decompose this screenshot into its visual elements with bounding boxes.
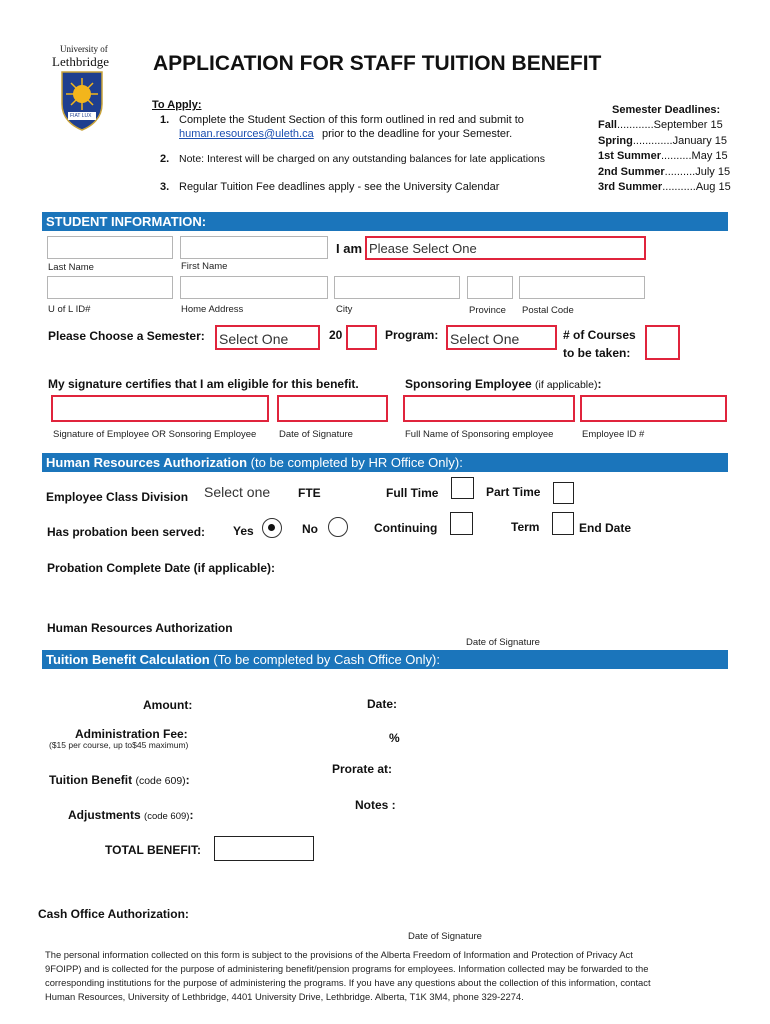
home-address-input[interactable] (180, 276, 328, 299)
tuition-benefit-line: Tuition Benefit (code 609): (49, 773, 190, 787)
courses-count-input[interactable] (645, 325, 680, 360)
part-time-checkbox[interactable] (553, 482, 574, 504)
privacy-line4: Human Resources, University of Lethbridge, 4401 University Drive, Lethbridge. Alberta, T1K 3M4, phone 329-2274. (45, 991, 524, 1002)
hr-band-subtitle: (to be completed by HR Office Only): (250, 455, 463, 470)
tuition-band-subtitle: (To be completed by Cash Office Only): (213, 652, 440, 667)
adjustments-line: Adjustments (code 609): (68, 808, 194, 822)
hr-email-link[interactable]: human.resources@uleth.ca (179, 128, 314, 140)
no-label: No (302, 522, 318, 536)
sponsoring-colon: : (597, 377, 602, 391)
deadline-row (598, 119, 732, 131)
uofl-id-input[interactable] (47, 276, 173, 299)
privacy-line2: 9FOIPP) and is collected for the purpose of administering benefit/pension programs for employees. Information collected may be forwarded to the (45, 963, 649, 974)
first-name-input[interactable] (180, 236, 328, 259)
deadline-date: September 15 (653, 119, 723, 131)
date-label: Date: (367, 697, 398, 711)
semester-select-value: Select One (219, 331, 289, 347)
logo-motto: FIAT LUX (70, 113, 92, 119)
to-apply-item3-num: 3. (160, 181, 170, 193)
deadline-row (598, 150, 732, 162)
prorate-label: Prorate at: (332, 762, 393, 776)
to-apply-item2-text: Note: Interest will be charged on any outstanding balances for late applications (179, 153, 545, 165)
hr-band (42, 453, 728, 472)
signature-date-label: Date of Signature (279, 429, 353, 440)
amount-label: Amount: (143, 698, 193, 712)
province-label: Province (469, 305, 506, 316)
last-name-label: Last Name (48, 262, 94, 273)
page-title: APPLICATION FOR STAFF TUITION BENEFIT (153, 52, 602, 75)
city-input[interactable] (334, 276, 460, 299)
deadline-semester: 2nd Summer (598, 165, 665, 178)
notes-label: Notes : (355, 798, 396, 812)
continuing-checkbox[interactable] (450, 512, 473, 535)
deadline-semester: 1st Summer (598, 150, 661, 162)
to-apply-item2-num: 2. (160, 153, 170, 165)
last-name-input[interactable] (47, 236, 173, 259)
part-time-label: Part Time (486, 485, 541, 499)
semester-select[interactable] (215, 325, 320, 350)
deadline-semester: Fall (598, 119, 617, 131)
deadline-dots: ............ (616, 119, 654, 131)
hr-date-of-signature: Date of Signature (466, 637, 540, 648)
cash-date-of-signature: Date of Signature (408, 931, 482, 942)
deadline-dots: .......... (664, 165, 696, 178)
if-applicable-note: (if applicable) (535, 379, 598, 391)
employee-class-label: Employee Class Division (46, 490, 189, 504)
courses-label-line2: to be taken: (563, 346, 631, 360)
deadline-semester: Spring (598, 134, 633, 147)
courses-label-line1: # of Courses (563, 328, 636, 342)
cash-office-authorization-label: Cash Office Authorization: (38, 907, 189, 921)
deadline-row (598, 166, 732, 178)
program-select[interactable] (446, 325, 557, 350)
employee-id-input[interactable] (580, 395, 727, 422)
end-date-label: End Date (579, 521, 632, 535)
year-input[interactable] (346, 325, 377, 350)
term-label: Term (511, 520, 540, 534)
deadline-date: January 15 (672, 134, 728, 147)
uofl-id-label: U of L ID# (48, 304, 91, 315)
adjustments-code: (code 609) (144, 811, 190, 822)
sponsoring-employee-label: Sponsoring Employee (405, 377, 532, 391)
probation-served-label: Has probation been served: (47, 525, 206, 539)
total-benefit-box[interactable] (214, 836, 314, 861)
sponsor-name-input[interactable] (403, 395, 575, 422)
full-time-checkbox[interactable] (451, 477, 474, 499)
year-prefix: 20 (329, 328, 343, 342)
deadline-dots: ............. (632, 134, 673, 147)
tuition-benefit-code: (code 609) (135, 775, 186, 787)
full-time-label: Full Time (386, 486, 439, 500)
deadline-date: July 15 (695, 165, 731, 178)
no-radio[interactable] (328, 517, 348, 537)
i-am-label: I am (336, 241, 363, 256)
program-label: Program: (385, 328, 439, 342)
to-apply-item3-text: Regular Tuition Fee deadlines apply - see the University Calendar (179, 181, 500, 193)
admin-fee-note: ($15 per course, up to$45 maximum) (49, 740, 189, 750)
postal-code-label: Postal Code (522, 305, 574, 316)
to-apply-item1-after: prior to the deadline for your Semester. (322, 128, 513, 140)
deadline-date: May 15 (691, 150, 728, 162)
term-checkbox[interactable] (552, 512, 574, 535)
home-address-label: Home Address (181, 304, 244, 315)
signature-certifies-text: My signature certifies that I am eligible for this benefit. (48, 377, 359, 391)
i-am-select-value: Please Select One (369, 241, 477, 256)
deadline-row (598, 181, 732, 193)
logo-line2: Lethbridge (52, 54, 110, 69)
yes-label: Yes (233, 524, 254, 538)
tuition-band (42, 650, 728, 669)
yes-radio[interactable] (262, 518, 282, 538)
fte-label: FTE (298, 486, 321, 500)
to-apply-item1-text: Complete the Student Section of this form outlined in red and submit to (179, 114, 524, 126)
hr-band-title: Human Resources Authorization (46, 455, 248, 470)
employee-id-label: Employee ID # (582, 429, 645, 440)
university-logo (48, 44, 114, 134)
hr-authorization-label: Human Resources Authorization (47, 621, 233, 635)
signature-date-input[interactable] (277, 395, 388, 422)
tuition-band-title: Tuition Benefit Calculation (46, 652, 210, 667)
student-info-title: STUDENT INFORMATION: (46, 214, 207, 229)
to-apply-heading: To Apply: (152, 99, 202, 111)
percent-label: % (389, 731, 400, 745)
deadline-dots: .......... (660, 150, 692, 162)
logo-line1: University of (60, 44, 108, 54)
choose-semester-label: Please Choose a Semester: (48, 329, 205, 343)
student-info-band (42, 212, 728, 231)
deadline-dots: ........... (662, 181, 696, 193)
privacy-line3: corresponding institutions for the purpose of administering the programs. If you have any questions about the collection of this information, contact (45, 977, 651, 988)
signature-label: Signature of Employee OR Sonsoring Employee (53, 429, 257, 440)
to-apply-item1-num: 1. (160, 114, 170, 126)
total-benefit-label: TOTAL BENEFIT: (105, 843, 201, 857)
probation-complete-label: Probation Complete Date (if applicable): (47, 561, 276, 575)
class-select[interactable]: Select one (204, 484, 271, 500)
adjustments-label: Adjustments (68, 808, 141, 822)
deadline-row (598, 135, 732, 147)
shield-icon (60, 70, 104, 132)
first-name-label: First Name (181, 261, 228, 272)
privacy-line1: The personal information collected on this form is subject to the provisions of the Alberta Freedom of Information and Protection of Privacy Act (45, 949, 633, 960)
postal-code-input[interactable] (519, 276, 645, 299)
deadline-semester: 3rd Summer (598, 181, 663, 193)
sponsor-name-label: Full Name of Sponsoring employee (405, 429, 554, 440)
deadline-date: Aug 15 (695, 181, 731, 193)
deadlines-heading: Semester Deadlines: (612, 104, 721, 116)
continuing-label: Continuing (374, 521, 438, 535)
province-input[interactable] (467, 276, 513, 299)
program-select-value: Select One (450, 331, 520, 347)
tuition-benefit-label: Tuition Benefit (49, 773, 133, 787)
i-am-select[interactable] (365, 236, 646, 260)
admin-fee-label: Administration Fee: (75, 727, 188, 741)
city-label: City (336, 304, 353, 315)
sponsoring-employee-heading (405, 377, 601, 391)
signature-input[interactable] (51, 395, 269, 422)
